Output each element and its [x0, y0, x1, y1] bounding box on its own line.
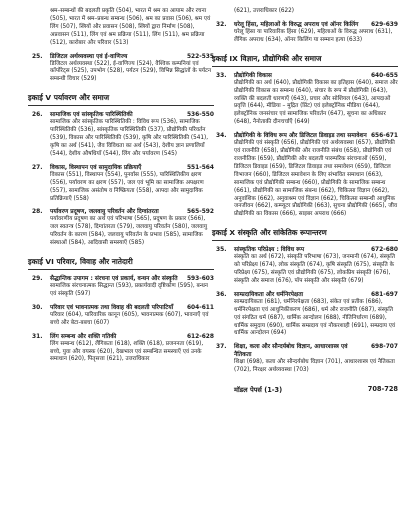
left-column: [28, 8, 214, 364]
toc-entry-34[interactable]: [212, 132, 398, 219]
entry-title: साम्प्रदायिकता और धर्मनिरपेक्षता: [234, 291, 304, 298]
toc-entry-model-papers[interactable]: [212, 385, 398, 394]
entry-subtopics: पर्यावरणीय प्रदूषण का अर्थ एवं परिभाषा (565), प्रदूषण के प्रकार (566), जल स्वतन्त्र (578), दिग्वांतरता (579), जलवायु परिवर्तन (580), जलवायु परिवर्तन के कारण (584), जलवायु परिवर्तन के प्रभाव (585), सामाजिक संस्थाओं (584), आदिवासी समस्याएँ (585): [50, 216, 208, 247]
entry-subtopics: प्रौद्योगिकी का अर्थ (640), प्रौद्योगिकी विकास का इतिहास (640), समाज और प्रौद्योगिकी विकास का सम्बन्ध (640), संचार के रूप में प्रौद्योगिकी (643), व्यक्ति की बदलती धारणाएँ (643), प्रचार और सोशियल (643), आपदाओं प्रवृत्ति (644), मीडिया – मुद्रित (प्रिंट) एवं इलेक्ट्रॉनिक मीडिया (644), इलेक्ट्रॉनिक जनसंचार एवं सामाजिक परिवर्तन (647), सूचना का अधिकार (648), नैनोताकी दीनचर्चाएँ (649): [234, 79, 398, 126]
entry-subtopics: परिवार (604), पारिवारिक कानून (605), भावनात्मक (607), भावनाएँ एवं बच्चे और बेटा-बबचा (607): [50, 311, 209, 326]
entry-number: 25.: [32, 53, 43, 60]
entry-subtopics: सामाजिक संरचनात्मक सिद्धान्त (593), प्रकार्यवादी दृष्टिकोण (595), बन्धन एवं संस्कृति (597): [50, 283, 208, 297]
entry-number: 31.: [32, 333, 43, 340]
entry-subtopics: संस्कृति का अर्थ (672), संस्कृति परिभाषा (673), जनमानी (674), संस्कृति को परिप्रेक्ष्य (674), लोक संस्कृति (674), कृषि संस्कृति (675), संस्कृति के परिप्रेक्ष्य (675), संस्कृति एवं प्रौद्योगिकी (675), लोकप्रिय संस्कृति (676), संस्कृति और समाज (676), पॉप संस्कृति और संस्कृति (679): [234, 254, 395, 284]
entry-page-range: 612-628: [186, 333, 214, 340]
right-column: [212, 8, 398, 394]
entry-number: 29.: [32, 276, 43, 283]
toc-entry-26[interactable]: [28, 111, 214, 159]
unit-heading-5: इकाई V पर्यावरण और समाज: [28, 93, 214, 106]
toc-entry-28[interactable]: [28, 208, 214, 248]
entry-title: मॉडल पेपर्स (1-3): [234, 386, 283, 395]
entry-title: प्रौद्योगिकी के विविध रूप और डिजिटल डिवाइड तथा समावेशन: [234, 133, 367, 140]
entry-number: 26.: [32, 112, 43, 119]
entry-subtopics: सामाजिक और सांस्कृतिक पारिस्थितिकी : विविध रूप (536), सामाजिक पारिस्थितिकी (536), सांस्कृतिक पारिस्थितिकी (537), प्रौद्योगिकी परिवर्तन (539), विकास और पारिस्थितिकी (539), कृषि और पारिस्थितिकी (541), कृषि का अर्थ (541), जैव विविधता का अर्थ (543), देशीय ज्ञान प्रणालियाँ (544), देशीय औषधियाँ (544), लिंग और पर्यावरण (545): [50, 119, 209, 157]
unit-heading-9: इकाई IX विज्ञान, प्रौद्योगिकी और समाज: [212, 54, 398, 67]
toc-entry-33[interactable]: [212, 72, 398, 127]
entry-title: परिवार एवं भावनात्मक तथा विवाह की बदलती परिपाटियाँ: [50, 304, 174, 311]
entry-page-range: 536-550: [186, 112, 214, 119]
toc-entry-36[interactable]: [212, 291, 398, 339]
entry-page-range: 640-655: [370, 72, 398, 79]
entry-subtopics: प्रौद्योगिकी एवं संस्कृति (656), प्रौद्योगिकी एवं अर्थव्यवस्था (657), प्रौद्योगिकी एवं राजनीति (658), प्रौद्योगिकी और राजनीति संबंध (658), प्रौद्योगिकी एवं राजनीतिक (659), प्रौद्योगिकी और बदलती पारम्परिक संरचनाओं (659), डिजिटल डिवाइड (659), डिजिटल डिवाइड तथा समावेशन (659), डिजिटल विभाजन (660), डिजिटल समावेशन के लिए संभावित समाधान (663), सामाजिक एवं प्रौद्योगिकी सम्बन्ध (660), प्रौद्योगिकी के सामाजिक सम्बन्ध (661), प्रौद्योगिकी का सामाजिक संबन्ध (662), चिकित्सा विज्ञान (662), अनुवांशिक (662), अनुवाश्रम एवं विज्ञान (662), चिकित्सा सम्बन्धी आधुनिक जनजीवन (662), कम्प्यूटर प्रौद्योगिकी (663), सुचना प्रौद्योगिकी (665), जीव प्रौद्योगिकी का विकास (666), साइबर अपराध (666): [234, 140, 398, 218]
toc-entry-30[interactable]: [28, 304, 214, 328]
entry-title: डिजिटल अर्थव्यवस्था एवं ई-वाणिज्य: [50, 53, 128, 60]
entry-title: लिंग सम्बन्ध और शक्ति गतिकी: [50, 333, 117, 340]
entry-title: प्रौद्योगिकी विकास: [234, 72, 272, 79]
entry-title: सांस्कृतिक परिप्रेक्ष्य : विविध रूप: [234, 247, 305, 254]
entry-number: 33.: [216, 72, 227, 79]
entry-number: 32.: [216, 21, 227, 28]
entry-page-range: 698-707: [370, 344, 398, 351]
entry-title: शिक्षा, कला और सौन्दर्यबोध विज्ञान, आधारशास्त्र एवं नैतिकता: [234, 344, 348, 359]
toc-entry-37[interactable]: [212, 343, 398, 375]
entry-subtopics: लिंग सम्बन्ध (612), लैंगिकता (618), शक्ति (618), प्रजननता (619), बच्चे, युवा और वयस्क (620), देखभाल एवं सम्बन्धित समस्याएँ एवं उनके समाधान (620), पितृसत्ता (621), उत्तराधिकार: [50, 340, 204, 363]
entry-page-range: 708-728: [367, 385, 398, 394]
continuation-text: श्रम–सम्बन्धों की बदलती प्रकृति (504), भारत में श्रम का आयाम और रचना (505), भारत में श्रम–प्रबन्ध सम्बन्ध (506), श्रम का प्रवास (506), श्रम एवं लिंग (507), स्त्रियों और प्रवासन (508), स्त्रियों द्वारा निर्माण (508), अप्रवासन (511), लिंग एवं श्रम प्रक्रिया (511), लिंग (511), श्रम प्रक्रिया (512), कारोबार और परिवार (513): [50, 8, 211, 46]
entry-number: 37.: [216, 344, 227, 351]
entry-number: 30.: [32, 304, 43, 311]
entry-title: घरेलू हिंसा, महिलाओं के विरुद्ध अपराध एवं ऑनर किलिंग: [234, 21, 359, 28]
entry-page-range: 672-680: [370, 247, 398, 254]
entry-page-range: 629-639: [370, 21, 398, 28]
entry-title: सैद्धान्तिक उपागम : संरचना एवं प्रकार्य, वन्धन और संस्कृति: [50, 276, 178, 283]
entry-number: 28.: [32, 209, 43, 216]
toc-entry-27[interactable]: [28, 164, 214, 204]
entry-page-range: 681-697: [370, 291, 398, 298]
toc-entry-29[interactable]: [28, 275, 214, 299]
entry-page-range: 522-535: [186, 53, 214, 60]
entry-page-range: 604-611: [186, 304, 214, 311]
toc-entry-31[interactable]: [28, 333, 214, 365]
entry-page-range: 593-603: [186, 276, 214, 283]
entry-page-range: 565-592: [186, 209, 214, 216]
entry-title: पर्यावरण प्रदूषण, जलवायु परिवर्तन और दिग्वांतरता: [50, 209, 159, 216]
entry-subtopics: विकास (551), विस्थापन (554), पुनर्वास (555), पारिस्थितिकीय क्षरण (556), पर्यावरण का क्षरण (557), जल एवं भूमि का सामाजिक अपक्षरण (557), सामाजिक असंतोष व निष्क्रियता (558), आपदा और सामुदायिक प्रतिक्रियाएँ (558): [50, 171, 204, 202]
unit-heading-10: इकाई X संस्कृति और सांकेतिक रूपान्तरण: [212, 228, 398, 241]
entry-subtopics: घरेलू हिंसा या पारिवारिक हिंसा (629), महिलाओं के विरुद्ध अपराध (631), लैंगिक अपराध (634), ऑनर किलिंग या सम्मान हत्या (633): [234, 28, 393, 43]
entry-number: 36.: [216, 291, 227, 298]
toc-entry-25[interactable]: [28, 53, 214, 85]
toc-entry-32[interactable]: [212, 21, 398, 45]
entry-subtopics: साम्प्रदायिकता (681), धर्मनिरपेक्षता (683), संकेत एवं प्रतीक (686), धर्मनिरपेक्षता एवं आधुनिकीकरण (686), धर्म और राजनीति (687), संस्कृति एवं संगठित धर्म (687), धार्मिक आन्दोलन (688), नीतिनिर्धारण (689), धार्मिक समुदाय (690), धार्मिक सम्प्रदाय एवं नौकरशाही (691), सम्प्रदाय एवं धार्मिक आन्दोलन (694): [234, 298, 396, 337]
toc-entry-35[interactable]: [212, 246, 398, 286]
entry-subtopics: शिक्षा (698), कला और सौन्दर्यबोध विज्ञान (701), आधारशास्त्र एवं नैतिकता (702), निरक्षर अर्थव्यवस्था (703): [234, 359, 395, 374]
entry-number: 27.: [32, 164, 43, 171]
entry-title: सामाजिक एवं सांस्कृतिक पारिस्थितिकी: [50, 112, 133, 119]
unit-heading-6: इकाई VI परिवार, विवाह और नातेदारी: [28, 257, 214, 270]
continuation-text: (621), उत्तराधिकार (622): [234, 8, 294, 14]
entry-number: 34.: [216, 133, 227, 140]
entry-page-range: 551-564: [186, 164, 214, 171]
entry-number: 35.: [216, 247, 227, 254]
entry-page-range: 656-671: [370, 133, 398, 140]
entry-subtopics: डिजिटल अर्थव्यवस्था (522), ई-वाणिज्य (524), वैश्विक कम्पनियां एवं कॉर्पोरेट्स (525), उपभोग (528), पर्यटन (529), विभिन्न सिद्धांतों के पर्यटन सम्बन्धी विचार (529): [50, 60, 212, 83]
entry-title: विकास, विस्थापन एवं सामुदायिक प्रक्रियाएँ: [50, 164, 142, 171]
